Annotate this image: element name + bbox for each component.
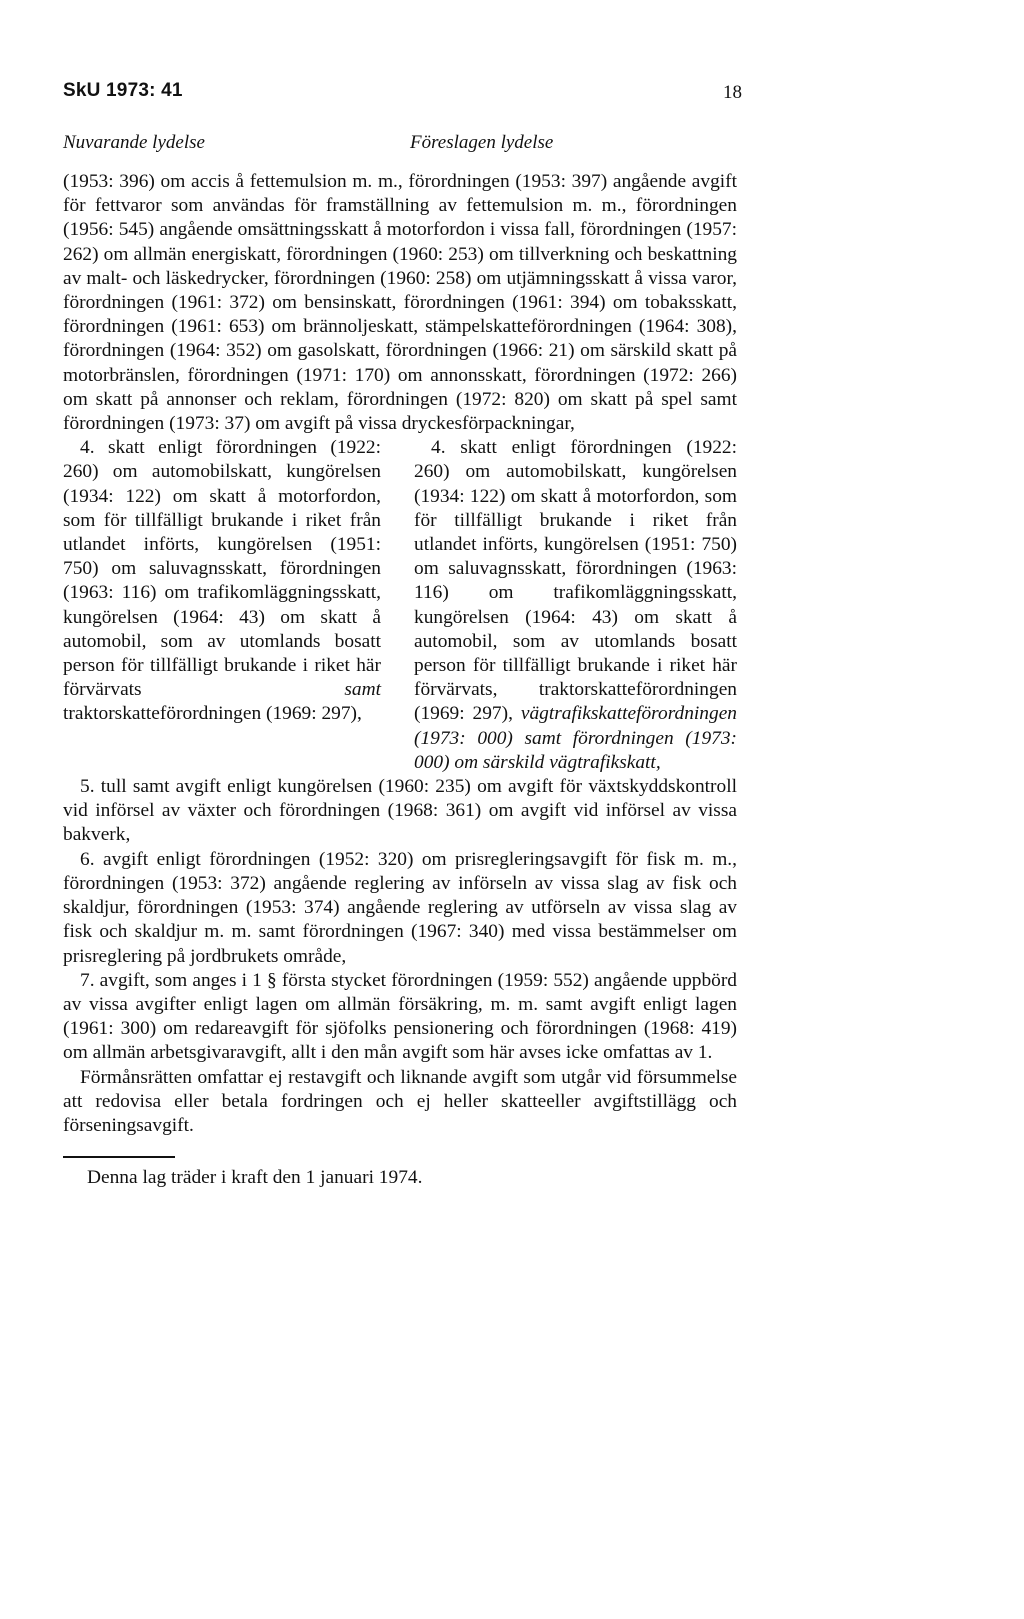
item-6: 6. avgift enligt förordningen (1952: 320) om prisregleringsavgift för fisk m. m., förordningen (1953: 372) angående reglering av införseln av vissa slag av fisk och skaldjur, förordningen (1953: 374) angående reglering av utförseln av vissa slag av fisk och skaldjur m. m. samt förordningen (1967: 340) med vissa bestämmelser om prisreglering på jordbrukets område, — [63, 848, 737, 967]
item-4-proposed-italic: vägtrafikskatteförordningen (1973: 000) samt förordningen (1973: 000) om särskild vägtrafikskatt, — [414, 703, 737, 773]
item-4-current-tail: traktorskatteförordningen (1969: 297), — [63, 703, 362, 725]
page-header — [63, 74, 742, 114]
current-wording-heading: Nuvarande lydelse — [63, 132, 205, 153]
intro-paragraph: (1953: 396) om accis å fettemulsion m. m., förordningen (1953: 397) angående avgift för fettvaror som användas för framställning av fettemulsion m. m., förordningen (1956: 545) angående omsättningsskatt å motorfordon i vissa fall, förordningen (1957: 262) om allmän energiskatt, förordningen (1960: 253) om tillverkning och beskattning av malt- och läskedrycker, förordningen (1960: 258) om utjämningsskatt å vissa varor, förordningen (1961: 372) om bensinskatt, förordningen (1961: 394) om tobaksskatt, förordningen (1961: 653) om brännoljeskatt, stämpelskatteförordningen (1964: 308), förordningen (1964: 352) om gasolskatt, förordningen (1966: 21) om särskild skatt på motorbränslen, förordningen (1971: 170) om annonsskatt, förordningen (1972: 266) om skatt på annonser och reklam, förordningen (1972: 820) om skatt på spel samt förordningen (1973: 37) om avgift på vissa dryckesförpackningar, — [63, 171, 737, 435]
document-page — [63, 74, 742, 1190]
column-headings — [63, 132, 737, 170]
proposed-wording-heading: Föreslagen lydelse — [410, 132, 554, 153]
effective-date-note: Denna lag träder i kraft den 1 januari 1974. — [87, 1167, 423, 1189]
item-4-proposed-text: 4. skatt enligt förordningen (1922: 260) om automobilskatt, kungörelsen (1934: 122) om skatt å motorfordon, som för tillfälligt brukande i riket från utlandet införts, kungörelsen (1951: 750) om saluvagnsskatt, förordningen (1963: 116) om trafikomläggningsskatt, kungörelsen (1964: 43) om skatt å automobil, som av utomlands bosatt person för tillfälligt brukande i riket här förvärvats, traktorskatteförordningen (1969: 297), — [414, 437, 737, 725]
item-5: 5. tull samt avgift enligt kungörelsen (1960: 235) om avgift för växtskyddskontroll vid införsel av växter och förordningen (1968: 361) om avgift vid införsel av vissa bakverk, — [63, 776, 737, 846]
item-7: 7. avgift, som anges i 1 § första stycket förordningen (1959: 552) angående uppbörd av vissa avgifter enligt lagen om allmän försäkring, m. m. samt avgift enligt lagen (1961: 300) om redareavgift för sjöfolks pensionering och förordningen (1968: 419) om allmän arbetsgivaravgift, allt i den mån avgift som här avses icke omfattas av 1. — [63, 969, 737, 1064]
page-number: 18 — [723, 82, 742, 103]
closing-paragraph: Förmånsrätten omfattar ej restavgift och liknande avgift som utgår vid försummelse att redovisa eller betala fordringen och ej heller skatteeller avgiftstillägg och förseningsavgift. — [63, 1066, 737, 1136]
document-reference: SkU 1973: 41 — [63, 80, 183, 101]
item-4-current-italic: samt — [344, 679, 381, 701]
item-4-current — [63, 436, 381, 775]
footnote-divider — [63, 1156, 175, 1158]
item-4-comparison — [63, 436, 737, 775]
item-4-current-text: 4. skatt enligt förordningen (1922: 260) om automobilskatt, kungörelsen (1934: 122) om skatt å motorfordon, som för tillfälligt brukande i riket från utlandet införts, kungörelsen (1951: 750) om saluvagnsskatt, förordningen (1963: 116) om trafikomläggningsskatt, kungörelsen (1964: 43) om skatt å automobil, som av utomlands bosatt person för tillfälligt brukande i riket här förvärvats — [63, 437, 381, 701]
item-4-proposed — [414, 436, 737, 775]
